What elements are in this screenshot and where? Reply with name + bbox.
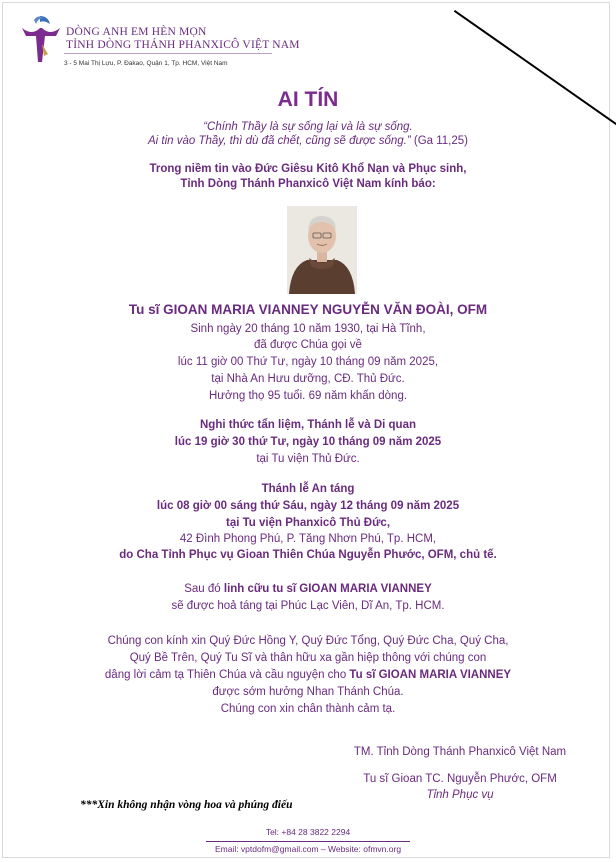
quote-line2 [0, 135, 616, 147]
org-name-line2: TỈNH DÒNG THÁNH PHANXICÔ VIỆT NAM [66, 39, 300, 51]
cremation-subject: linh cữu tu sĩ GIOAN MARIA VIANNEY [223, 583, 432, 595]
wreath-note: ***Xin không nhận vòng hoa và phúng điếu [80, 799, 293, 811]
request-line3-subject: Tu sĩ GIOAN MARIA VIANNEY [349, 669, 512, 681]
cremation-line2: sẽ được hoả táng tại Phúc Lạc Viên, Dĩ An, Tp. HCM. [171, 600, 445, 612]
header-rule [64, 53, 272, 54]
funeral-place: tại Tu viện Phanxicô Thủ Đức, [225, 517, 391, 529]
deceased-death-time: lúc 11 giờ 00 Thứ Tư, ngày 10 tháng 09 năm 2025, [177, 356, 439, 368]
signature-role: Tỉnh Phục vụ [426, 789, 494, 801]
request-line3-prefix: dâng lời cảm tạ Thiên Chúa và cầu nguyện cho [104, 669, 350, 681]
org-address: 3 - 5 Mai Thị Lựu, P. Đakao, Quận 1, Tp. HCM, Việt Nam [64, 60, 228, 67]
footer-divider [206, 841, 410, 842]
funeral-address: 42 Đình Phong Phú, P. Tăng Nhơn Phú, Tp. HCM, [179, 533, 437, 545]
portrait-photo [287, 206, 357, 294]
funeral-title: Thánh lễ An táng [261, 483, 355, 495]
franciscan-tau-dove-logo-icon [18, 14, 64, 66]
wake-place: tại Tu viện Thủ Đức. [256, 453, 360, 465]
signature-on-behalf: TM. Tỉnh Dòng Thánh Phanxicô Việt Nam [353, 746, 567, 758]
cremation-prefix: Sau đó [184, 583, 224, 595]
request-line5: Chúng con xin chân thành cảm tạ. [220, 703, 396, 715]
org-name-line1: DÒNG ANH EM HÈN MỌN [66, 26, 207, 38]
page-title: AI TÍN [277, 88, 339, 111]
request-line3 [0, 669, 616, 681]
request-line4: được sớm hưởng Nhan Thánh Chúa. [212, 686, 404, 698]
quote-line2-text: Ai tin vào Thầy, thì dù đã chết, cũng sẽ được sống.” [147, 135, 411, 147]
signature-signer: Tu sĩ Gioan TC. Nguyễn Phước, OFM [363, 773, 557, 785]
deceased-name: Tu sĩ GIOAN MARIA VIANNEY NGUYỄN VĂN ĐOÀI, OFM [128, 302, 488, 317]
funeral-time: lúc 08 giờ 00 sáng thứ Sáu, ngày 12 tháng 09 năm 2025 [156, 500, 460, 512]
deceased-birth: Sinh ngày 20 tháng 10 năm 1930, tại Hà Tĩnh, [190, 323, 426, 335]
wake-time: lúc 19 giờ 30 thứ Tư, ngày 10 tháng 09 năm 2025 [174, 436, 442, 448]
wake-title: Nghi thức tẩn liệm, Thánh lễ và Di quan [200, 419, 416, 431]
funeral-celebrant: do Cha Tỉnh Phục vụ Gioan Thiên Chúa Nguyễn Phước, OFM, chủ tế. [119, 549, 497, 561]
deceased-age: Hưởng thọ 95 tuổi. 69 năm khấn dòng. [208, 390, 408, 402]
deceased-called: đã được Chúa gọi về [254, 339, 362, 351]
quote-line1: “Chính Thầy là sự sống lại và là sự sống. [203, 121, 413, 133]
intro-line1: Trong niềm tin vào Đức Giêsu Kitô Khổ Nạn và Phục sinh, [149, 163, 467, 175]
deceased-death-place: tại Nhà An Hưu dưỡng, CĐ. Thủ Đức. [211, 373, 405, 385]
intro-line2: Tỉnh Dòng Thánh Phanxicô Việt Nam kính báo: [180, 178, 436, 190]
cremation-line1 [0, 583, 616, 595]
request-line2: Quý Bề Trên, Quý Tu Sĩ và thân hữu xa gần hiệp thông với chúng con [129, 652, 487, 664]
quote-reference: (Ga 11,25) [410, 135, 469, 147]
footer-phone: Tel: +84 28 3822 2294 [265, 827, 351, 837]
request-line1: Chúng con kính xin Quý Đức Hồng Y, Quý Đức Tổng, Quý Đức Cha, Quý Cha, [107, 635, 509, 647]
footer-contact: Email: vptdofm@gmail.com – Website: ofmvn.org [214, 844, 402, 854]
